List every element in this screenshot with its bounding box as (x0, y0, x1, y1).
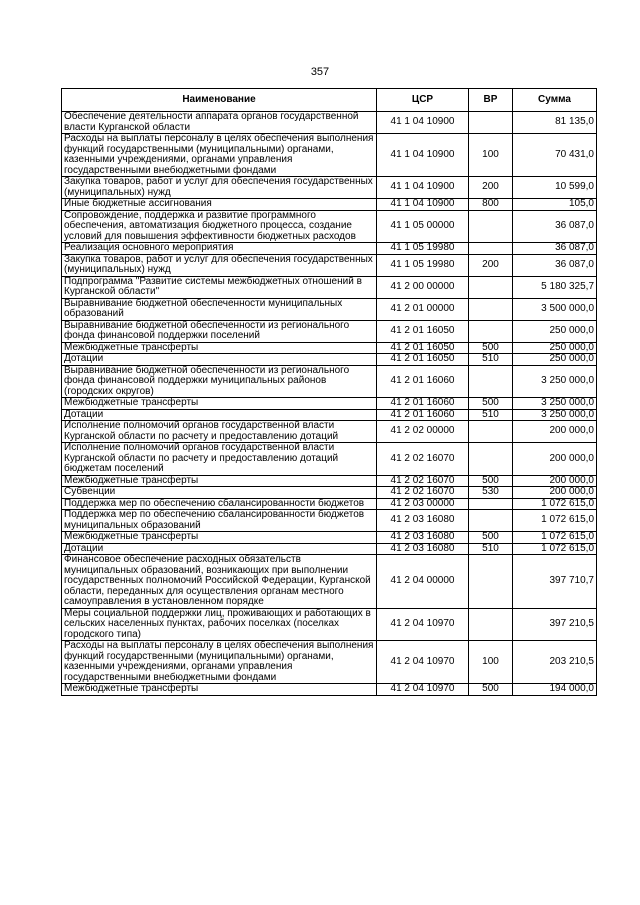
cell-vr (469, 510, 513, 532)
table-row (62, 555, 597, 609)
cell-name: Финансовое обеспечение расходных обязательств муниципальных образований, возникающих при выполнении государственных полномочий Российской Федерации, Курганской области, переданных для осуществления органам местного самоуправления в установленном порядке (62, 555, 377, 609)
cell-name: Сопровождение, поддержка и развитие программного обеспечения, автоматизация бюджетного процесса, создание условий для повышения эффективности бюджетных расходов (62, 210, 377, 243)
column-header-sum: Сумма (513, 89, 597, 112)
table-row (62, 342, 597, 354)
cell-vr: 510 (469, 543, 513, 555)
cell-sum: 250 000,0 (513, 320, 597, 342)
cell-sum: 36 087,0 (513, 210, 597, 243)
table-row (62, 276, 597, 298)
table-header-row (62, 89, 597, 112)
cell-vr: 500 (469, 342, 513, 354)
table-row (62, 608, 597, 641)
cell-name: Поддержка мер по обеспечению сбалансированности бюджетов (62, 498, 377, 510)
cell-csr: 41 2 03 16080 (377, 510, 469, 532)
cell-vr (469, 276, 513, 298)
cell-vr (469, 498, 513, 510)
budget-table (61, 88, 597, 696)
cell-sum: 1 072 615,0 (513, 532, 597, 544)
cell-csr: 41 2 00 00000 (377, 276, 469, 298)
table-row (62, 243, 597, 255)
cell-csr: 41 2 01 16060 (377, 409, 469, 421)
cell-name: Выравнивание бюджетной обеспеченности из регионального фонда финансовой поддержки поселений (62, 320, 377, 342)
cell-name: Дотации (62, 409, 377, 421)
cell-csr: 41 2 01 16050 (377, 320, 469, 342)
cell-csr: 41 2 01 16050 (377, 342, 469, 354)
page-number: 357 (310, 66, 330, 78)
cell-name: Выравнивание бюджетной обеспеченности из регионального фонда финансовой поддержки муниципальных районов (городских округов) (62, 365, 377, 398)
cell-sum: 397 210,5 (513, 608, 597, 641)
cell-vr: 200 (469, 254, 513, 276)
cell-vr (469, 555, 513, 609)
cell-sum: 36 087,0 (513, 254, 597, 276)
cell-csr: 41 2 01 16060 (377, 365, 469, 398)
cell-sum: 194 000,0 (513, 684, 597, 696)
cell-name: Выравнивание бюджетной обеспеченности муниципальных образований (62, 298, 377, 320)
cell-csr: 41 1 05 00000 (377, 210, 469, 243)
cell-sum: 81 135,0 (513, 112, 597, 134)
cell-sum: 200 000,0 (513, 443, 597, 476)
cell-vr (469, 210, 513, 243)
cell-sum: 36 087,0 (513, 243, 597, 255)
cell-sum: 3 250 000,0 (513, 409, 597, 421)
cell-vr: 500 (469, 398, 513, 410)
cell-name: Поддержка мер по обеспечению сбалансированности бюджетов муниципальных образований (62, 510, 377, 532)
table-row (62, 298, 597, 320)
cell-name: Исполнение полномочий органов государственной власти Курганской области по расчету и предоставлению дотаций (62, 421, 377, 443)
cell-name: Дотации (62, 543, 377, 555)
column-header-name: Наименование (62, 89, 377, 112)
column-header-vr: ВР (469, 89, 513, 112)
cell-csr: 41 1 05 19980 (377, 254, 469, 276)
cell-sum: 70 431,0 (513, 134, 597, 177)
cell-csr: 41 2 03 00000 (377, 498, 469, 510)
cell-csr: 41 2 01 00000 (377, 298, 469, 320)
table-row (62, 409, 597, 421)
column-header-csr: ЦСР (377, 89, 469, 112)
cell-vr: 500 (469, 532, 513, 544)
table-row (62, 684, 597, 696)
cell-csr: 41 2 04 10970 (377, 641, 469, 684)
table-row (62, 210, 597, 243)
table-row (62, 254, 597, 276)
cell-name: Меры социальной поддержки лиц, проживающих и работающих в сельских населенных пунктах, рабочих поселках (поселках городского типа) (62, 608, 377, 641)
table-row (62, 112, 597, 134)
cell-csr: 41 2 02 00000 (377, 421, 469, 443)
cell-vr (469, 243, 513, 255)
cell-csr: 41 2 04 10970 (377, 684, 469, 696)
cell-name: Обеспечение деятельности аппарата органов государственной власти Курганской области (62, 112, 377, 134)
cell-csr: 41 2 03 16080 (377, 543, 469, 555)
cell-vr: 200 (469, 177, 513, 199)
cell-sum: 3 250 000,0 (513, 398, 597, 410)
cell-sum: 200 000,0 (513, 421, 597, 443)
table-row (62, 354, 597, 366)
cell-name: Межбюджетные трансферты (62, 398, 377, 410)
cell-vr (469, 112, 513, 134)
cell-name: Межбюджетные трансферты (62, 342, 377, 354)
cell-vr: 510 (469, 409, 513, 421)
cell-sum: 200 000,0 (513, 487, 597, 499)
cell-sum: 203 210,5 (513, 641, 597, 684)
table-row (62, 443, 597, 476)
cell-csr: 41 1 04 10900 (377, 177, 469, 199)
cell-sum: 250 000,0 (513, 342, 597, 354)
table-row (62, 199, 597, 211)
table-row (62, 134, 597, 177)
cell-name: Межбюджетные трансферты (62, 532, 377, 544)
table-row (62, 487, 597, 499)
cell-vr (469, 443, 513, 476)
table-row (62, 510, 597, 532)
cell-vr: 100 (469, 641, 513, 684)
cell-sum: 105,0 (513, 199, 597, 211)
cell-vr: 530 (469, 487, 513, 499)
cell-csr: 41 2 01 16050 (377, 354, 469, 366)
table-row (62, 641, 597, 684)
cell-csr: 41 1 04 10900 (377, 199, 469, 211)
table-row (62, 498, 597, 510)
cell-name: Закупка товаров, работ и услуг для обеспечения государственных (муниципальных) нужд (62, 254, 377, 276)
cell-vr (469, 608, 513, 641)
cell-sum: 250 000,0 (513, 354, 597, 366)
cell-name: Подпрограмма "Развитие системы межбюджетных отношений в Курганской области" (62, 276, 377, 298)
cell-csr: 41 2 02 16070 (377, 487, 469, 499)
table-row (62, 543, 597, 555)
table-row (62, 365, 597, 398)
cell-sum: 1 072 615,0 (513, 498, 597, 510)
table-row (62, 177, 597, 199)
cell-csr: 41 1 05 19980 (377, 243, 469, 255)
cell-sum: 1 072 615,0 (513, 510, 597, 532)
cell-sum: 3 250 000,0 (513, 365, 597, 398)
cell-csr: 41 1 04 10900 (377, 112, 469, 134)
table-row (62, 532, 597, 544)
cell-name: Реализация основного мероприятия (62, 243, 377, 255)
cell-sum: 200 000,0 (513, 475, 597, 487)
cell-vr (469, 421, 513, 443)
cell-sum: 397 710,7 (513, 555, 597, 609)
cell-sum: 10 599,0 (513, 177, 597, 199)
cell-vr (469, 365, 513, 398)
cell-csr: 41 2 03 16080 (377, 532, 469, 544)
cell-csr: 41 2 04 10970 (377, 608, 469, 641)
cell-vr: 100 (469, 134, 513, 177)
cell-name: Расходы на выплаты персоналу в целях обеспечения выполнения функций государственными (муниципальными) органами, казенными учреждениями, органами управления государственными внебюджетными фондами (62, 641, 377, 684)
cell-name: Дотации (62, 354, 377, 366)
cell-csr: 41 2 01 16060 (377, 398, 469, 410)
cell-csr: 41 2 02 16070 (377, 443, 469, 476)
cell-vr: 800 (469, 199, 513, 211)
cell-vr: 500 (469, 475, 513, 487)
cell-name: Исполнение полномочий органов государственной власти Курганской области по расчету и предоставлению дотаций бюджетам поселений (62, 443, 377, 476)
cell-sum: 5 180 325,7 (513, 276, 597, 298)
cell-sum: 3 500 000,0 (513, 298, 597, 320)
cell-csr: 41 1 04 10900 (377, 134, 469, 177)
cell-csr: 41 2 02 16070 (377, 475, 469, 487)
cell-vr (469, 298, 513, 320)
table-row (62, 475, 597, 487)
cell-name: Закупка товаров, работ и услуг для обеспечения государственных (муниципальных) нужд (62, 177, 377, 199)
cell-name: Субвенции (62, 487, 377, 499)
cell-sum: 1 072 615,0 (513, 543, 597, 555)
cell-vr: 510 (469, 354, 513, 366)
table-row (62, 421, 597, 443)
table-row (62, 398, 597, 410)
cell-csr: 41 2 04 00000 (377, 555, 469, 609)
cell-name: Межбюджетные трансферты (62, 475, 377, 487)
cell-vr: 500 (469, 684, 513, 696)
cell-name: Межбюджетные трансферты (62, 684, 377, 696)
cell-name: Расходы на выплаты персоналу в целях обеспечения выполнения функций государственными (муниципальными) органами, казенными учреждениями, органами управления государственными внебюджетными фондами (62, 134, 377, 177)
table-row (62, 320, 597, 342)
cell-vr (469, 320, 513, 342)
cell-name: Иные бюджетные ассигнования (62, 199, 377, 211)
